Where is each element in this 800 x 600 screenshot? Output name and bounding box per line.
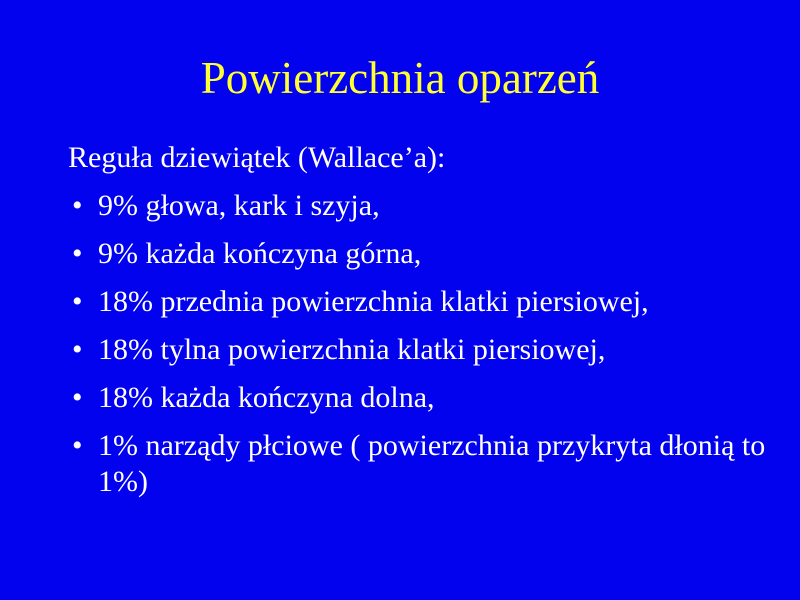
bullet-icon: • (72, 237, 83, 270)
bullet-icon: • (72, 381, 83, 414)
bullet-list (68, 188, 768, 500)
list-item (68, 380, 768, 416)
list-item-text: 18% każda kończyna dolna, (98, 381, 435, 414)
rule-heading: Reguła dziewiątek (Wallace’a): (68, 141, 446, 174)
slide-title: Powierzchnia oparzeń (200, 53, 600, 103)
list-item-text: 18% przednia powierzchnia klatki piersiowej, (98, 285, 649, 318)
bullet-icon: • (72, 189, 83, 222)
list-item (68, 332, 768, 368)
list-item-text: 1% narządy płciowe ( powierzchnia przykryta dłonią to 1%) (98, 429, 766, 498)
bullet-icon: • (72, 429, 83, 462)
bullet-icon: • (72, 285, 83, 318)
slide-body (68, 140, 768, 512)
bullet-icon: • (72, 333, 83, 366)
list-item-text: 9% głowa, kark i szyja, (98, 189, 380, 222)
list-item (68, 284, 768, 320)
list-item (68, 188, 768, 224)
list-item (68, 236, 768, 272)
list-item-text: 9% każda kończyna górna, (98, 237, 422, 270)
list-item (68, 428, 768, 500)
list-item-text: 18% tylna powierzchnia klatki piersiowej, (98, 333, 606, 366)
